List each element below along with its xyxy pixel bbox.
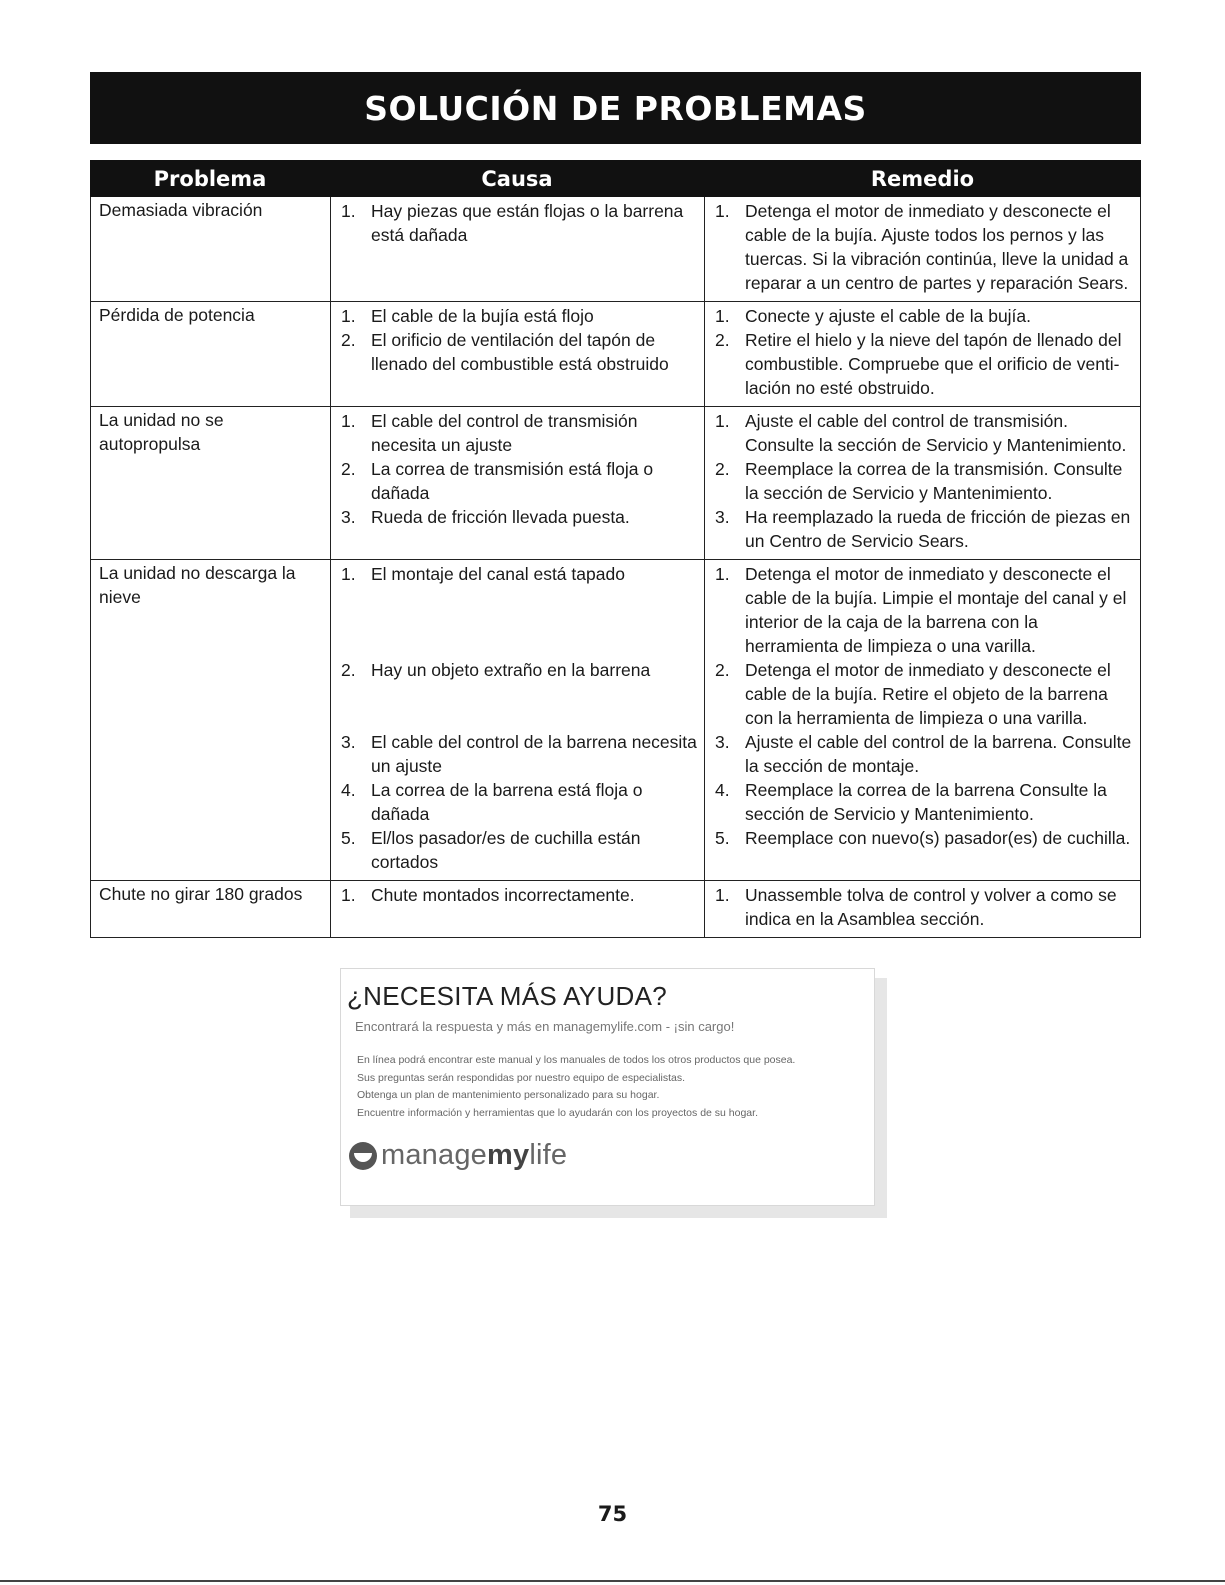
header-remedy: Remedio (870, 166, 975, 191)
item-text: Ajuste el cable del control de la barrena. Consulte la sección de montaje. (745, 732, 1132, 776)
item-text: La correa de la barrena está floja o dañada (371, 780, 643, 824)
item-text: El/los pasador/es de cuchilla están cortados (371, 828, 641, 872)
item-text: Hay un objeto extraño en la barrena (371, 660, 651, 680)
table-row (90, 881, 1141, 938)
item-text: Retire el hielo y la nieve del tapón de llenado del combustible. Compruebe que el orificio de venti-lación no esté obstruido. (745, 330, 1122, 398)
item-text: Ajuste el cable del control de transmisión. Consulte la sección de Servicio y Mantenimiento. (745, 411, 1127, 455)
help-line: En línea podrá encontrar este manual y los manuales de todos los otros productos que posea. (357, 1054, 796, 1066)
problem-cell: La unidad no descarga la nieve (90, 560, 330, 880)
problem-cell: Demasiada vibración (90, 197, 330, 301)
item-number: 1. (715, 564, 730, 584)
cause-cell (330, 302, 704, 406)
table-row (90, 302, 1141, 407)
item-number: 1. (341, 564, 356, 584)
remedy-item (705, 562, 1140, 658)
item-text: Detenga el motor de inmediato y desconecte el cable de la bujía. Limpie el montaje del canal y el interior de la caja de la barrena con la herramienta de limpieza o una varilla. (745, 564, 1127, 656)
cause-item (331, 328, 704, 376)
item-number: 2. (341, 330, 356, 350)
remedy-item (705, 883, 1140, 931)
item-number: 3. (341, 507, 356, 527)
item-text: Reemplace con nuevo(s) pasador(es) de cuchilla. (745, 828, 1131, 848)
cause-item (331, 658, 704, 682)
item-number: 5. (715, 828, 730, 848)
item-text: El montaje del canal está tapado (371, 564, 625, 584)
page-bottom-rule (0, 1580, 1225, 1582)
item-text: El cable del control de la barrena necesita un ajuste (371, 732, 697, 776)
help-heading: ¿NECESITA MÁS AYUDA? (347, 981, 668, 1011)
item-number: 3. (715, 507, 730, 527)
cause-item (331, 826, 704, 874)
remedy-cell (704, 197, 1141, 301)
help-subheading: Encontrará la respuesta y más en managemylife.com - ¡sin cargo! (355, 1019, 735, 1034)
help-line: Obtenga un plan de mantenimiento personalizado para su hogar. (357, 1089, 660, 1101)
logo-text-suffix: life (529, 1139, 568, 1171)
item-number: 1. (341, 885, 356, 905)
remedy-item (705, 730, 1140, 778)
item-text: Reemplace la correa de la barrena Consulte la sección de Servicio y Mantenimiento. (745, 780, 1107, 824)
table-row (90, 407, 1141, 560)
managemylife-logo (349, 1139, 567, 1172)
item-text: Reemplace la correa de la transmisión. Consulte la sección de Servicio y Mantenimiento. (745, 459, 1123, 503)
item-number: 4. (715, 780, 730, 800)
problem-cell: Pérdida de potencia (90, 302, 330, 406)
logo-text-prefix: manage (381, 1139, 487, 1171)
remedy-cell (704, 881, 1141, 937)
cause-cell (330, 881, 704, 937)
table-row (90, 197, 1141, 302)
item-number: 3. (715, 732, 730, 752)
remedy-item (705, 457, 1140, 505)
item-number: 1. (715, 885, 730, 905)
item-number: 2. (715, 459, 730, 479)
problem-cell: Chute no girar 180 grados (90, 881, 330, 937)
logo-wordmark (381, 1139, 567, 1172)
logo-text-bold: my (487, 1139, 530, 1171)
item-number: 2. (341, 459, 356, 479)
item-number: 1. (715, 411, 730, 431)
managemylife-logo-icon (349, 1142, 377, 1170)
item-text: La correa de transmisión está floja o dañada (371, 459, 654, 503)
remedy-item (705, 826, 1140, 850)
cause-item (331, 730, 704, 778)
remedy-item (705, 505, 1140, 553)
item-number: 2. (715, 330, 730, 350)
cause-item (331, 304, 704, 328)
help-line: Sus preguntas serán respondidas por nuestro equipo de especialistas. (357, 1071, 686, 1084)
remedy-item (705, 658, 1140, 730)
item-number: 5. (341, 828, 356, 848)
item-text: El cable de la bujía está flojo (371, 306, 594, 326)
item-text: Chute montados incorrectamente. (371, 885, 635, 905)
item-text: Ha reemplazado la rueda de fricción de piezas en un Centro de Servicio Sears. (745, 507, 1131, 551)
cause-cell (330, 560, 704, 880)
remedy-item (705, 199, 1140, 295)
item-text: Detenga el motor de inmediato y desconecte el cable de la bujía. Ajuste todos los pernos y las tuercas. Si la vibración continúa, lleve la unidad a reparar a un centro de partes y reparación Sears. (745, 201, 1129, 293)
help-box (340, 968, 875, 1206)
page-title-banner (90, 72, 1141, 144)
remedy-item (705, 304, 1140, 328)
table-header (90, 160, 1141, 197)
cause-item (331, 409, 704, 457)
troubleshooting-table (90, 160, 1141, 938)
header-problem: Problema (153, 166, 267, 191)
item-text: Conecte y ajuste el cable de la bujía. (745, 306, 1032, 326)
remedy-cell (704, 560, 1141, 880)
item-number: 3. (341, 732, 356, 752)
help-box-shadow (873, 978, 887, 1210)
header-cause: Causa (481, 166, 553, 191)
cause-item (331, 562, 704, 586)
help-list (357, 1052, 795, 1122)
remedy-cell (704, 407, 1141, 559)
cause-cell (330, 197, 704, 301)
item-number: 4. (341, 780, 356, 800)
item-number: 2. (341, 660, 356, 680)
help-box-shadow (350, 1204, 887, 1218)
problem-cell: La unidad no se autopropulsa (90, 407, 330, 559)
item-text: El cable del control de transmisión necesita un ajuste (371, 411, 638, 455)
item-text: Detenga el motor de inmediato y desconecte el cable de la bujía. Retire el objeto de la barrena con la herramienta de limpieza o una varilla. (745, 660, 1111, 728)
remedy-cell (704, 302, 1141, 406)
cause-item (331, 505, 704, 529)
page-number: 75 (597, 1502, 628, 1526)
table-row (90, 560, 1141, 881)
help-line: Encuentre información y herramientas que lo ayudarán con los proyectos de su hogar. (357, 1106, 758, 1119)
item-text: Rueda de fricción llevada puesta. (371, 507, 630, 527)
item-text: El orificio de ventilación del tapón de llenado del combustible está obstruido (371, 330, 669, 374)
item-number: 1. (341, 411, 356, 431)
cause-cell (330, 407, 704, 559)
item-text: Unassemble tolva de control y volver a como se indica en la Asamblea sección. (745, 885, 1117, 929)
cause-item (331, 883, 704, 907)
item-number: 1. (715, 306, 730, 326)
item-text: Hay piezas que están flojas o la barrena está dañada (371, 201, 684, 245)
item-number: 1. (715, 201, 730, 221)
cause-item (331, 457, 704, 505)
remedy-item (705, 328, 1140, 400)
item-number: 1. (341, 201, 356, 221)
remedy-item (705, 778, 1140, 826)
cause-item (331, 778, 704, 826)
page-title: SOLUCIÓN DE PROBLEMAS (364, 88, 867, 128)
item-number: 1. (341, 306, 356, 326)
cause-item (331, 199, 704, 247)
remedy-item (705, 409, 1140, 457)
item-number: 2. (715, 660, 730, 680)
